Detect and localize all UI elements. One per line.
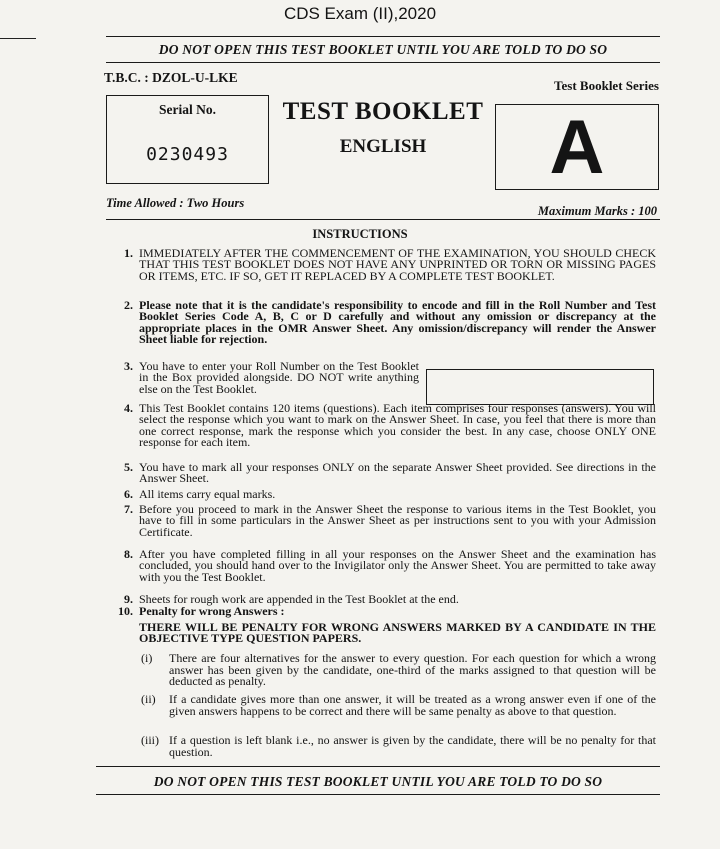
item-number: 1. [124, 246, 133, 260]
item-text: Sheets for rough work are appended in the Test Booklet at the end. [139, 592, 459, 606]
item-number: 10. [118, 604, 133, 618]
time-allowed: Time Allowed : Two Hours [106, 196, 245, 210]
item-text: After you have completed filling in all your responses on the Answer Sheet and the examination has concluded, you should hand over to the Invigilator only the Answer Sheet. You are permitted to take away with you the Test Booklet. [139, 547, 656, 584]
item-number: 6. [124, 487, 133, 501]
penalty-item-text: If a candidate gives more than one answer, it will be treated as a wrong answer even if one of the given answers happens to be correct and there will be same penalty as above to that question. [169, 692, 656, 718]
penalty-item-text: There are four alternatives for the answer to every question. For each question for which a wrong answer has been given by the candidate, one-third of the marks assigned to that question will be deducted as penalty. [169, 651, 656, 689]
banner-rule [106, 62, 660, 63]
instruction-item [124, 487, 656, 501]
item-number: 4. [124, 401, 133, 415]
instruction-item [124, 502, 656, 539]
series-box [495, 104, 659, 190]
exam-title: CDS Exam (II),2020 [283, 4, 437, 23]
penalty-item [141, 733, 656, 759]
penalty-item-text: If a question is left blank i.e., no answer is given by the candidate, there will be no penalty for that question. [169, 733, 656, 759]
banner-top: DO NOT OPEN THIS TEST BOOKLET UNTIL YOU ARE TOLD TO DO SO [158, 42, 608, 57]
serial-number-box [106, 95, 269, 184]
item-number: 3. [124, 359, 133, 373]
instruction-item [124, 401, 656, 450]
instruction-item [124, 359, 419, 396]
instruction-item [124, 298, 656, 347]
penalty-item [141, 692, 656, 718]
maximum-marks: Maximum Marks : 100 [537, 204, 657, 218]
item-number: 7. [124, 502, 133, 516]
series-letter: A [549, 105, 605, 190]
instruction-item [124, 460, 656, 486]
banner-bottom: DO NOT OPEN THIS TEST BOOKLET UNTIL YOU ARE TOLD TO DO SO [153, 774, 603, 789]
penalty-item-number: (i) [141, 651, 153, 665]
header-rule [106, 219, 660, 220]
item-text: You have to mark all your responses ONLY on the separate Answer Sheet provided. See directions in the Answer Sheet. [139, 460, 656, 486]
item-text: IMMEDIATELY AFTER THE COMMENCEMENT OF THE EXAMINATION, YOU SHOULD CHECK THAT THIS TEST BOOKLET DOES NOT HAVE ANY UNPRINTED OR TORN OR MISSING PAGES OR ITEMS, ETC. IF SO, GET IT REPLACED BY A COMPLETE TEST BOOKLET. [139, 246, 656, 283]
instructions-heading: INSTRUCTIONS [312, 227, 408, 241]
item-text: This Test Booklet contains 120 items (questions). Each item comprises four responses (answers). You will select the response which you want to mark on the Answer Sheet. In case, you feel that there is more than one correct response, mark the response which you consider the best. In any case, choose ONLY ONE response for each item. [139, 401, 656, 450]
serial-label: Serial No. [159, 102, 216, 117]
edge-mark [0, 38, 36, 39]
item-text: Penalty for wrong Answers : [139, 604, 285, 618]
instruction-item [118, 604, 656, 618]
penalty-heading: THERE WILL BE PENALTY FOR WRONG ANSWERS MARKED BY A CANDIDATE IN THE OBJECTIVE TYPE QUESTION PAPERS. [139, 620, 656, 646]
item-number: 5. [124, 460, 133, 474]
top-rule [106, 36, 660, 37]
instruction-item [124, 547, 656, 584]
subject-title: ENGLISH [339, 136, 427, 157]
footer-rule [96, 794, 660, 795]
booklet-title: TEST BOOKLET [282, 98, 484, 125]
bottom-rule [96, 766, 660, 767]
item-text: You have to enter your Roll Number on the Test Booklet in the Box provided alongside. DO NOT write anything else on the Test Booklet. [139, 359, 419, 396]
item-text: Before you proceed to mark in the Answer Sheet the response to various items in the Test Booklet, you have to fill in some particulars in the Answer Sheet as per instructions sent to you with your Admission Certificate. [139, 502, 656, 539]
series-label: Test Booklet Series [554, 78, 659, 93]
penalty-item [141, 651, 656, 689]
tbc-code: T.B.C. : DZOL-U-LKE [104, 70, 238, 85]
item-number: 8. [124, 547, 133, 561]
penalty-item-number: (iii) [141, 733, 159, 747]
item-text: Please note that it is the candidate's responsibility to encode and fill in the Roll Number and Test Booklet Series Code A, B, C or D carefully and without any omission or discrepancy at the appropriate places in the OMR Answer Sheet. Any omission/discrepancy will render the Answer Sheet liable for rejection. [139, 298, 656, 347]
item-text: All items carry equal marks. [139, 487, 276, 501]
penalty-item-number: (ii) [141, 692, 156, 706]
item-number: 2. [124, 298, 133, 312]
instruction-item [124, 246, 656, 283]
serial-number: 0230493 [146, 144, 229, 165]
item-number: 9. [124, 592, 133, 606]
roll-number-box[interactable] [426, 369, 654, 405]
